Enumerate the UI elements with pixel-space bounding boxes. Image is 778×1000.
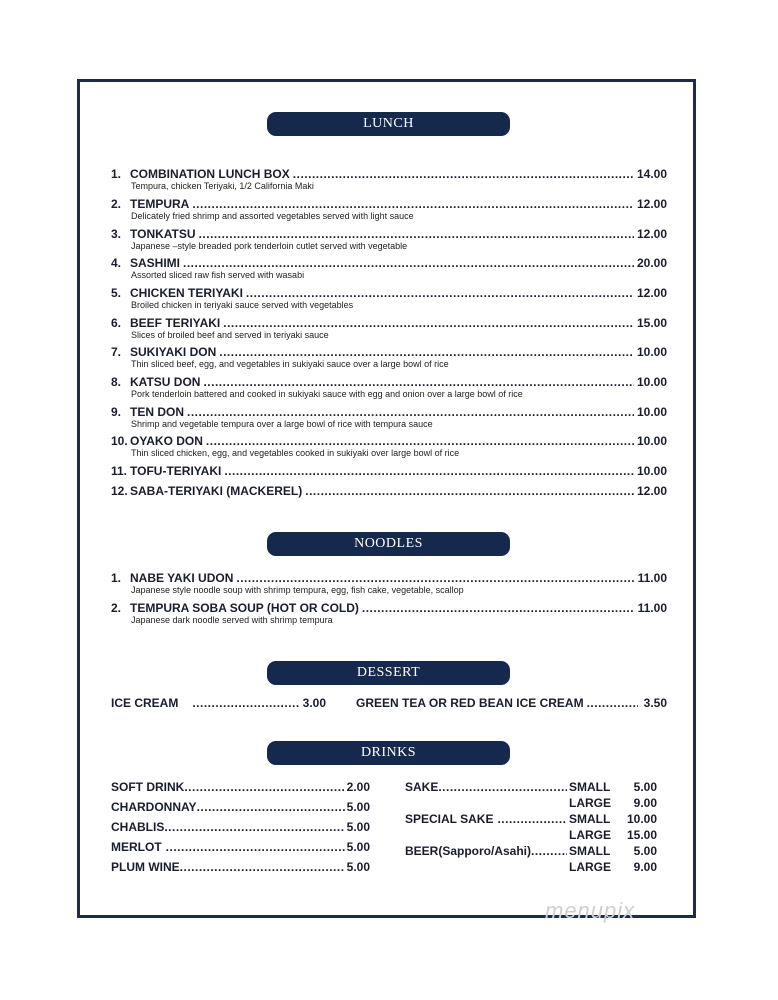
item-name: NABE YAKI UDON [130, 571, 234, 585]
item-price: 11.00 [637, 571, 667, 585]
dessert-name: ICE CREAM [111, 696, 179, 710]
drinks-left-list [111, 780, 370, 880]
section-banner-drinks: DRINKS [267, 741, 510, 765]
item-price: 12.00 [636, 484, 667, 498]
item-number: 1. [111, 167, 122, 181]
drink-size: SMALL [569, 844, 611, 858]
item-description: Assorted sliced raw fish served with wasabi [131, 270, 305, 280]
item-description: Shrimp and vegetable tempura over a large bowl of rice with tempura sauce [131, 419, 433, 429]
drink-price: 5.00 [633, 780, 657, 794]
item-name: SUKIYAKI DON [130, 345, 217, 359]
lunch-item [111, 405, 667, 429]
item-name: TEN DON [130, 405, 184, 419]
drink-size: SMALL [569, 812, 611, 826]
item-description: Slices of broiled beef and served in teriyaki sauce [131, 330, 329, 340]
drink-item [405, 812, 665, 826]
watermark-logo: menupix [545, 898, 636, 923]
section-banner-lunch: LUNCH [267, 112, 510, 136]
dot-leader [199, 227, 634, 241]
drink-price: 15.00 [626, 828, 657, 842]
lunch-item [111, 345, 667, 369]
drink-name: MERLOT [111, 840, 162, 854]
item-number: 3. [111, 227, 122, 241]
dot-leader [206, 434, 634, 448]
drink-item [405, 844, 665, 858]
item-number: 2. [111, 601, 122, 615]
item-price: 10.00 [636, 375, 667, 389]
drink-name: CHABLIS [111, 820, 165, 834]
item-description: Thin sliced beef, egg, and vegetables in sukiyaki sauce over a large bowl of rice [131, 359, 449, 369]
item-description: Thin sliced chicken, egg, and vegetables cooked in sukiyaki over large bowl of rice [131, 448, 460, 458]
drink-item [405, 780, 665, 794]
lunch-item [111, 256, 667, 280]
item-name: SASHIMI [130, 256, 181, 270]
drink-size-row [405, 828, 665, 842]
item-price: 12.00 [636, 286, 667, 300]
dessert-item [111, 696, 326, 710]
drink-size: LARGE [569, 796, 611, 810]
dessert-price: 3.50 [643, 696, 667, 710]
item-number: 6. [111, 316, 122, 330]
item-price: 14.00 [636, 167, 667, 181]
dot-leader [293, 167, 634, 181]
item-number: 12. [111, 484, 128, 498]
item-description: Tempura, chicken Teriyaki, 1/2 California Maki [131, 181, 314, 191]
lunch-item [111, 167, 667, 191]
dot-leader [203, 375, 634, 389]
item-price: 12.00 [636, 227, 667, 241]
drink-name: SPECIAL SAKE [405, 812, 494, 826]
dot-leader [224, 464, 634, 478]
dessert-item [356, 696, 667, 710]
drink-price: 9.00 [633, 796, 657, 810]
item-number: 1. [111, 571, 122, 585]
drink-item [111, 860, 370, 874]
drink-price: 2.00 [346, 780, 370, 794]
drink-name: BEER(Sapporo/Asahi) [405, 844, 532, 858]
item-name: CHICKEN TERIYAKI [130, 286, 243, 300]
noodles-item [111, 601, 667, 625]
item-description: Delicately fried shrimp and assorted vegetables served with light sauce [131, 211, 414, 221]
drink-size-row [405, 796, 665, 810]
dot-leader [246, 286, 634, 300]
item-name: BEEF TERIYAKI [130, 316, 221, 330]
drink-size: SMALL [569, 780, 611, 794]
lunch-item [111, 197, 667, 221]
drink-price: 5.00 [346, 820, 370, 834]
item-name: SABA-TERIYAKI (MACKEREL) [130, 484, 303, 498]
drink-price: 5.00 [346, 860, 370, 874]
item-price: 11.00 [637, 601, 667, 615]
dot-leader [236, 571, 634, 585]
lunch-item [111, 464, 667, 478]
dessert-price: 3.00 [302, 696, 326, 710]
dot-leader [187, 405, 634, 419]
item-number: 9. [111, 405, 122, 419]
drink-item [111, 780, 370, 794]
item-description: Broiled chicken in teriyaki sauce served with vegetables [131, 300, 354, 310]
drink-size-row [405, 860, 665, 874]
drink-price: 5.00 [346, 800, 370, 814]
drink-item [111, 820, 370, 834]
item-number: 10. [111, 434, 128, 448]
item-name: TOFU-TERIYAKI [130, 464, 222, 478]
dot-leader [362, 601, 635, 615]
item-price: 10.00 [636, 345, 667, 359]
lunch-item [111, 434, 667, 458]
item-description: Japanese style noodle soup with shrimp tempura, egg, fish cake, vegetable, scallop [131, 585, 464, 595]
item-number: 4. [111, 256, 122, 270]
dot-leader [305, 484, 634, 498]
drink-item [111, 840, 370, 854]
item-name: COMBINATION LUNCH BOX [130, 167, 290, 181]
item-description: Japanese dark noodle served with shrimp tempura [131, 615, 333, 625]
item-description: Pork tenderloin battered and cooked in sukiyaki sauce with egg and onion over a large bowl of rice [131, 389, 523, 399]
item-name: OYAKO DON [130, 434, 203, 448]
item-number: 7. [111, 345, 122, 359]
item-price: 12.00 [636, 197, 667, 211]
item-price: 15.00 [636, 316, 667, 330]
drink-name: SOFT DRINK [111, 780, 185, 794]
dot-leader [192, 197, 634, 211]
drinks-right-list [405, 780, 665, 876]
item-number: 5. [111, 286, 122, 300]
item-number: 8. [111, 375, 122, 389]
drink-name: CHARDONNAY [111, 800, 197, 814]
lunch-item [111, 484, 667, 498]
dot-leader [183, 256, 634, 270]
item-price: 10.00 [636, 434, 667, 448]
section-banner-dessert: DESSERT [267, 661, 510, 685]
item-description: Japanese –style breaded pork tenderloin cutlet served with vegetable [131, 241, 408, 251]
item-price: 20.00 [636, 256, 667, 270]
drink-price: 9.00 [633, 860, 657, 874]
item-number: 11. [111, 464, 128, 478]
section-banner-noodles: NOODLES [267, 532, 510, 556]
drink-name: SAKE [405, 780, 439, 794]
drink-item [111, 800, 370, 814]
drink-price: 5.00 [346, 840, 370, 854]
item-name: TEMPURA SOBA SOUP (HOT OR COLD) [130, 601, 359, 615]
item-price: 10.00 [636, 464, 667, 478]
lunch-item [111, 375, 667, 399]
drink-price: 5.00 [633, 844, 657, 858]
item-name: TEMPURA [130, 197, 190, 211]
item-number: 2. [111, 197, 122, 211]
lunch-item [111, 286, 667, 310]
drink-name: PLUM WINE [111, 860, 180, 874]
dot-leader [223, 316, 634, 330]
dessert-name: GREEN TEA OR RED BEAN ICE CREAM [356, 696, 584, 710]
lunch-item [111, 227, 667, 251]
item-name: TONKATSU [130, 227, 196, 241]
noodles-item [111, 571, 667, 595]
item-name: KATSU DON [130, 375, 201, 389]
drink-price: 10.00 [626, 812, 657, 826]
drink-size: LARGE [569, 860, 611, 874]
drink-size: LARGE [569, 828, 611, 842]
lunch-item [111, 316, 667, 340]
dot-leader [219, 345, 634, 359]
item-price: 10.00 [636, 405, 667, 419]
